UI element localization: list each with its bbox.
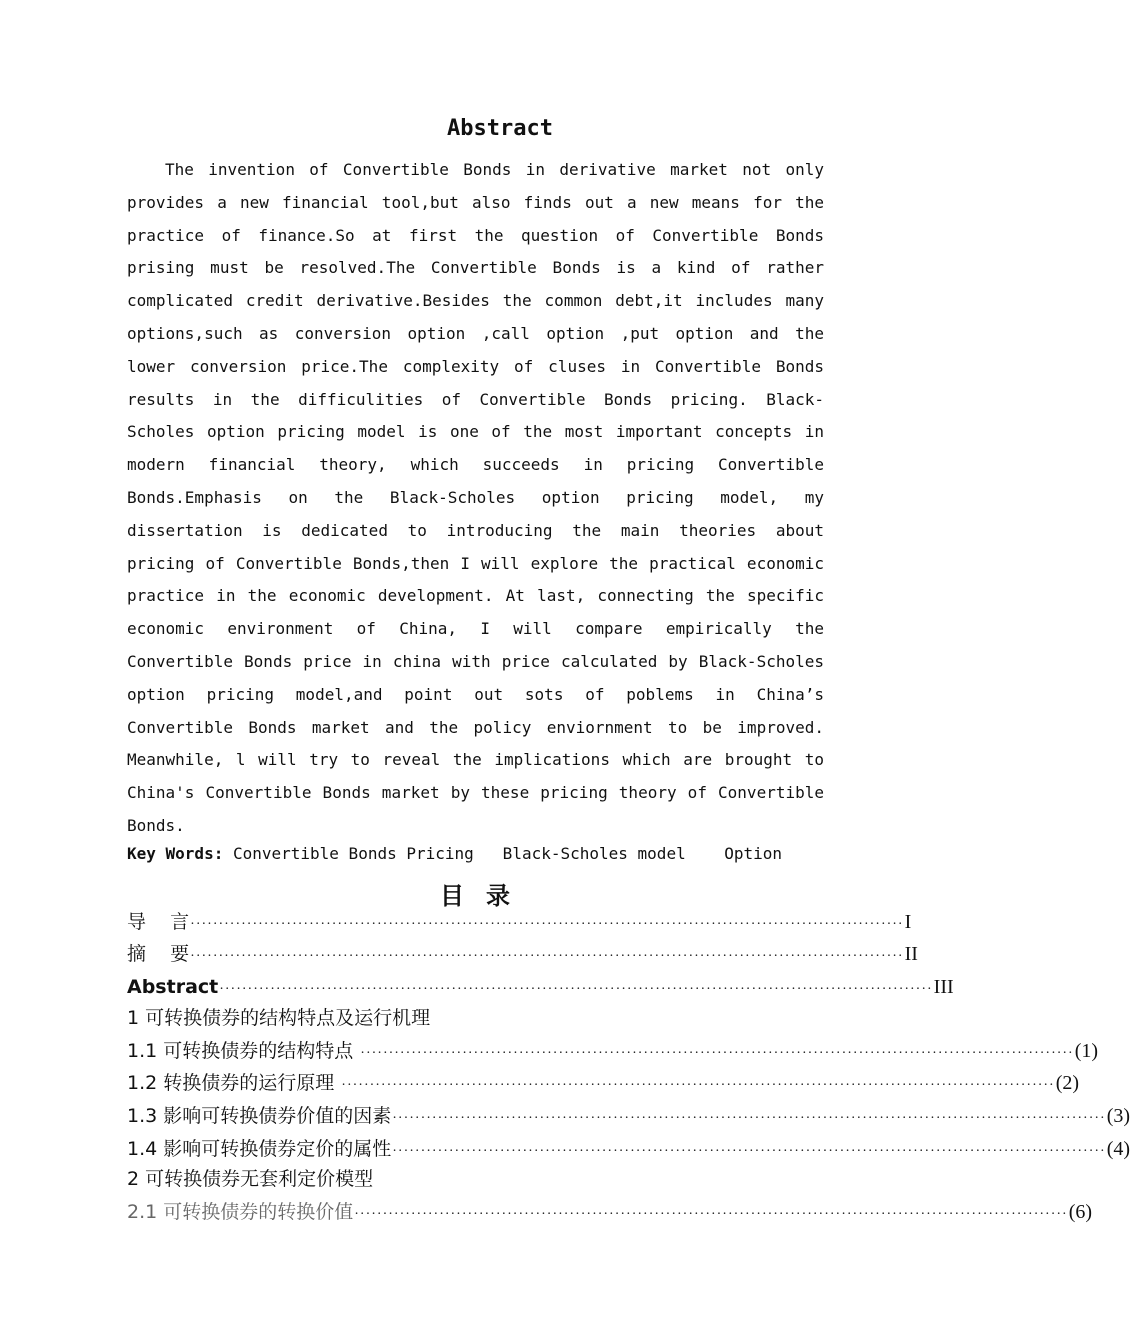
toc-leader-dots: ······························································································································ [190,949,904,964]
toc-entry [127,1035,1099,1065]
toc-entry-label: 1.1 可转换债券的结构特点 [127,1040,360,1062]
toc-entry [127,906,912,936]
toc-entry [127,938,918,968]
toc-entry-page: II [904,943,918,965]
toc-entry-label: 摘 要 [127,943,190,965]
toc-title: 目录 [440,882,532,910]
toc-entry-page: (4) [1106,1138,1130,1160]
toc-leader-dots: ······························································································································ [354,1207,1068,1222]
abstract-title: Abstract [447,116,553,141]
toc-entry [127,971,954,1001]
toc-entry-page: (6) [1068,1201,1093,1223]
toc-chapter-heading: 2 可转换债券无套利定价模型 [127,1168,374,1190]
toc-entry [127,1067,1080,1097]
toc-entry-page: (1) [1074,1040,1099,1062]
keywords-terms: Convertible Bonds Pricing Black-Scholes model Option [223,844,783,863]
toc-leader-dots: ······························································································································ [392,1144,1106,1159]
toc-entry [127,1100,1130,1130]
toc-leader-dots: ······························································································································ [190,917,904,932]
toc-entry-label: 1.4 影响可转换债券定价的属性 [127,1138,392,1160]
toc-entry [127,1196,1093,1226]
toc-leader-dots: ······························································································································ [392,1111,1106,1126]
keywords-label: Key Words: [127,844,224,863]
toc-entry [127,1133,1130,1163]
toc-chapter-heading: 1 可转换债券的结构特点及运行机理 [127,1007,431,1029]
toc-leader-dots: ······························································································································ [341,1078,1055,1093]
toc-entry-page: (2) [1055,1072,1080,1094]
toc-entry-page: I [904,911,912,933]
toc-entry-label: 导 言 [127,911,190,933]
toc-entry-label: 2.1 可转换债券的转换价值 [127,1201,354,1223]
toc-entry-page: III [933,976,954,998]
abstract-body: The invention of Convertible Bonds in derivative market not only provides a new financial tool,but also finds out a new means for the practice of finance.So at first the question of Convertible Bonds prising must be resolved.The Convertible Bonds is a kind of rather complicated credit derivative.Besides the common debt,it includes many options,such as conversion option ,call option ,put option and the lower conversion price.The complexity of cluses in Convertible Bonds results in the difficulities of Convertible Bonds pricing. Black-Scholes option pricing model is one of the most important concepts in modern financial theory, which succeeds in pricing Convertible Bonds.Emphasis on the Black-Scholes option pricing model, my dissertation is dedicated to introducing the main theories about pricing of Convertible Bonds,then I will explore the practical economic practice in the economic development. At last, connecting the specific economic environment of China, I will compare empirically the Convertible Bonds price in china with price calculated by Black-Scholes option pricing model,and point out sots of poblems in China’s Convertible Bonds market and the policy enviornment to be improved. Meanwhile, l will try to reveal the implications which are brought to China's Convertible Bonds market by these pricing theory of Convertible Bonds. [127,160,824,835]
toc-entry-page: (3) [1106,1105,1130,1127]
toc-entry-label: Abstract [127,976,219,998]
toc-leader-dots: ······························································································································ [360,1046,1074,1061]
keywords-line [127,844,827,863]
toc-leader-dots: ······························································································································ [219,982,933,997]
toc-entry-label: 1.2 转换债券的运行原理 [127,1072,341,1094]
toc-entry-label: 1.3 影响可转换债券价值的因素 [127,1105,392,1127]
